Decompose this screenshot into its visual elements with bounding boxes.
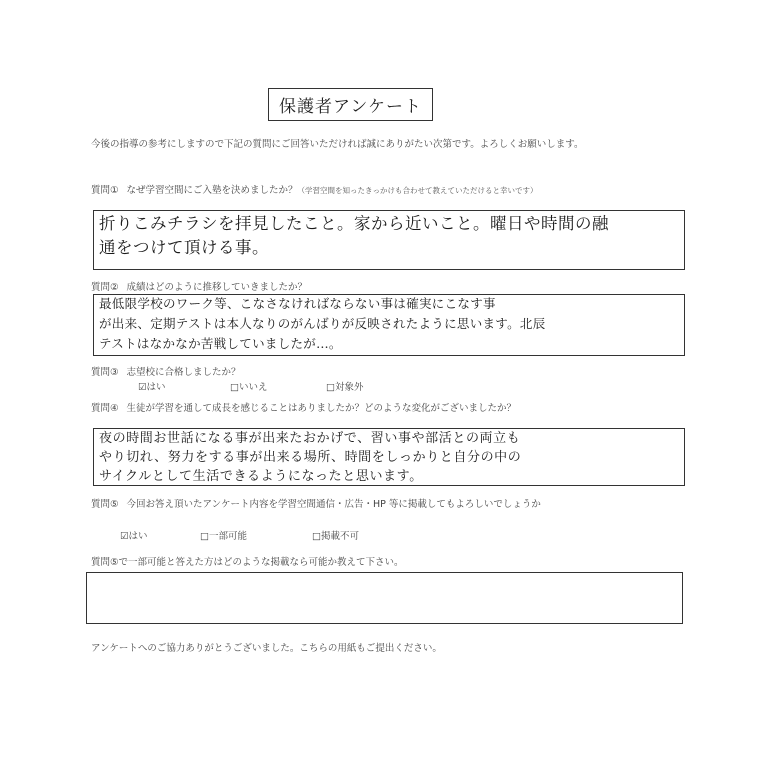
question-4 [91,402,676,416]
option-yes[interactable]: ☑はい [120,531,148,542]
question-1-note: （学習空間を知ったきっかけも合わせて教えていただけると幸いです） [297,186,538,195]
question-5 [91,497,676,513]
answer-4-line-2: やり切れ、努力をする事が出来る場所、時間をしっかりと自分の中の [99,450,522,465]
answer-4 [99,429,699,486]
answer-2-line-3: テストはなかなか苦戦していましたが…。 [99,336,342,351]
question-1 [91,184,691,198]
question-5-options [120,528,359,542]
answer-box-6[interactable] [86,572,683,624]
answer-4-line-1: 夜の時間お世話になる事が出来たおかげで、習い事や部活との両立も [99,431,521,446]
question-4-text: 生徒が学習を通して成長を感じることはありましたか？どのような変化がございましたか？ [126,403,517,414]
question-3-text: 志望校に合格しましたか？ [126,367,241,378]
answer-1-line-2: 通をつけて頂ける事。 [99,238,269,257]
question-6-text: 質問⑤で一部可能と答えた方はどのような掲載なら可能か教えて下さい。 [91,557,404,568]
question-3-options [138,379,363,393]
answer-1 [99,212,699,260]
question-1-text: なぜ学習空間にご入塾を決めましたか？ [126,185,298,196]
question-2 [91,281,691,295]
question-4-number: 質問④ [91,403,119,414]
footer-text: アンケートへのご協力ありがとうございました。こちらの用紙もご提出ください。 [91,643,442,654]
question-2-number: 質問② [91,282,119,293]
answer-2-line-2: が出来、定期テストは本人なりのがんばりが反映されたように思います。北辰 [99,316,546,331]
answer-1-line-1: 折りこみチラシを拝見したこと。家から近いこと。曜日や時間の融 [99,214,609,233]
option-no[interactable]: □いいえ [230,382,268,393]
question-3 [91,366,691,380]
question-5-number: 質問⑤ [91,499,119,510]
question-5-text: 今回お答え頂いたアンケート内容を学習空間通信・広告・HP 等に掲載してもよろしいでしょうか [126,499,541,510]
question-6 [91,556,691,570]
option-not-applicable[interactable]: □対象外 [326,382,364,393]
intro-text: 今後の指導の参考にしますので下記の質問にご回答いただければ誠にありがたい次第です。よろしくお願いします。 [91,139,584,150]
survey-title: 保護者アンケート [268,88,433,121]
question-2-text: 成績はどのように推移していきましたか？ [126,282,308,293]
answer-4-line-3: サイクルとして生活できるようになったと思います。 [99,469,423,484]
option-partial[interactable]: □一部可能 [200,531,247,542]
option-no-publish[interactable]: □掲載不可 [312,531,359,542]
answer-2 [99,294,699,354]
answer-2-line-1: 最低限学校のワーク等、こなさなければならない事は確実にこなす事 [99,296,496,311]
option-yes[interactable]: ☑はい [138,382,166,393]
question-1-number: 質問① [91,185,119,196]
question-3-number: 質問③ [91,367,119,378]
